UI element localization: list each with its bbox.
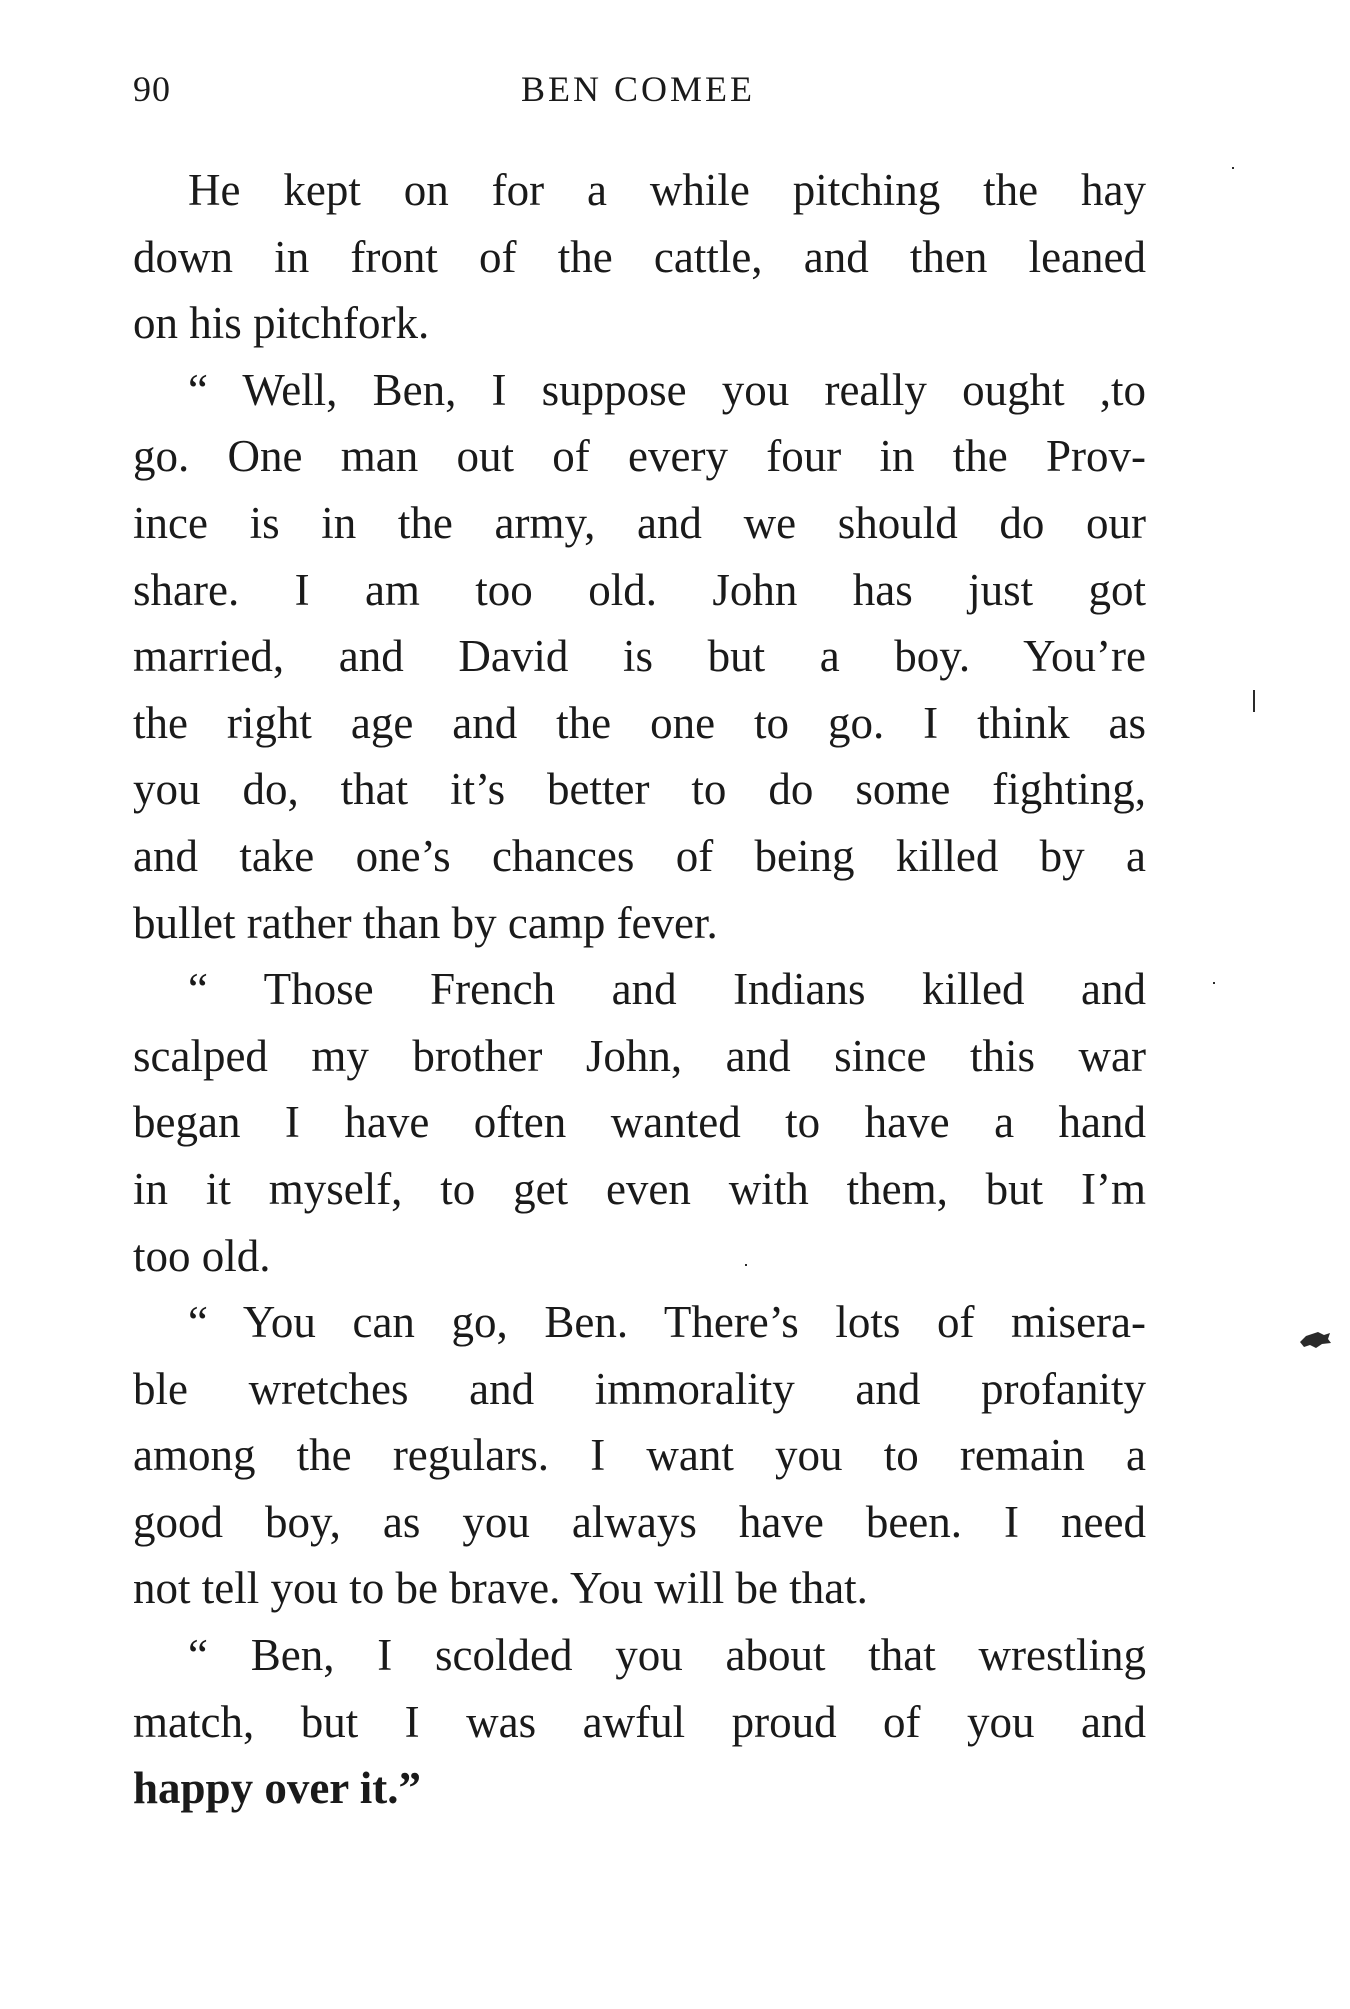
ink-blot: [1298, 1330, 1332, 1350]
text-line: down in front of the cattle, and then leaned: [133, 231, 1146, 282]
scan-speck: [1213, 982, 1215, 984]
text-line: the right age and the one to go. I think as: [133, 697, 1146, 748]
running-title: BEN COMEE: [521, 69, 755, 109]
text-line: in it myself, to get even with them, but I’m: [133, 1163, 1146, 1214]
text-line: began I have often wanted to have a hand: [133, 1097, 1146, 1148]
text-line: scalped my brother John, and since this war: [133, 1030, 1146, 1081]
scan-speck: [1253, 690, 1255, 712]
text-line: on his pitchfork.: [133, 298, 430, 349]
scan-speck: [1232, 167, 1234, 169]
text-line: good boy, as you always have been. I need: [133, 1496, 1146, 1547]
body-text: [133, 157, 1146, 1822]
page-header: [133, 68, 1143, 118]
text-line: happy over it.”: [133, 1763, 421, 1814]
text-line: “ Those French and Indians killed and: [188, 964, 1146, 1015]
text-line: ble wretches and immorality and profanity: [133, 1363, 1146, 1414]
text-line: married, and David is but a boy. You’re: [133, 631, 1146, 682]
text-line: ince is in the army, and we should do our: [133, 497, 1146, 548]
page-number: 90: [133, 69, 171, 109]
text-line: match, but I was awful proud of you and: [133, 1696, 1146, 1747]
text-line: among the regulars. I want you to remain a: [133, 1430, 1146, 1481]
text-line: too old.: [133, 1230, 271, 1281]
scan-speck: [745, 1264, 747, 1266]
text-line: He kept on for a while pitching the hay: [188, 165, 1146, 215]
text-line: share. I am too old. John has just got: [133, 564, 1146, 615]
text-line: “ You can go, Ben. There’s lots of misera-: [188, 1297, 1146, 1348]
text-line: not tell you to be brave. You will be that.: [133, 1563, 868, 1614]
text-line: bullet rather than by camp fever.: [133, 897, 718, 948]
text-line: go. One man out of every four in the Prov-: [133, 431, 1146, 482]
text-line: and take one’s chances of being killed by a: [133, 830, 1146, 881]
text-line: you do, that it’s better to do some fighting,: [133, 764, 1146, 815]
text-line: “ Ben, I scolded you about that wrestling: [188, 1630, 1146, 1681]
text-line: “ Well, Ben, I suppose you really ought ,to: [188, 364, 1146, 415]
